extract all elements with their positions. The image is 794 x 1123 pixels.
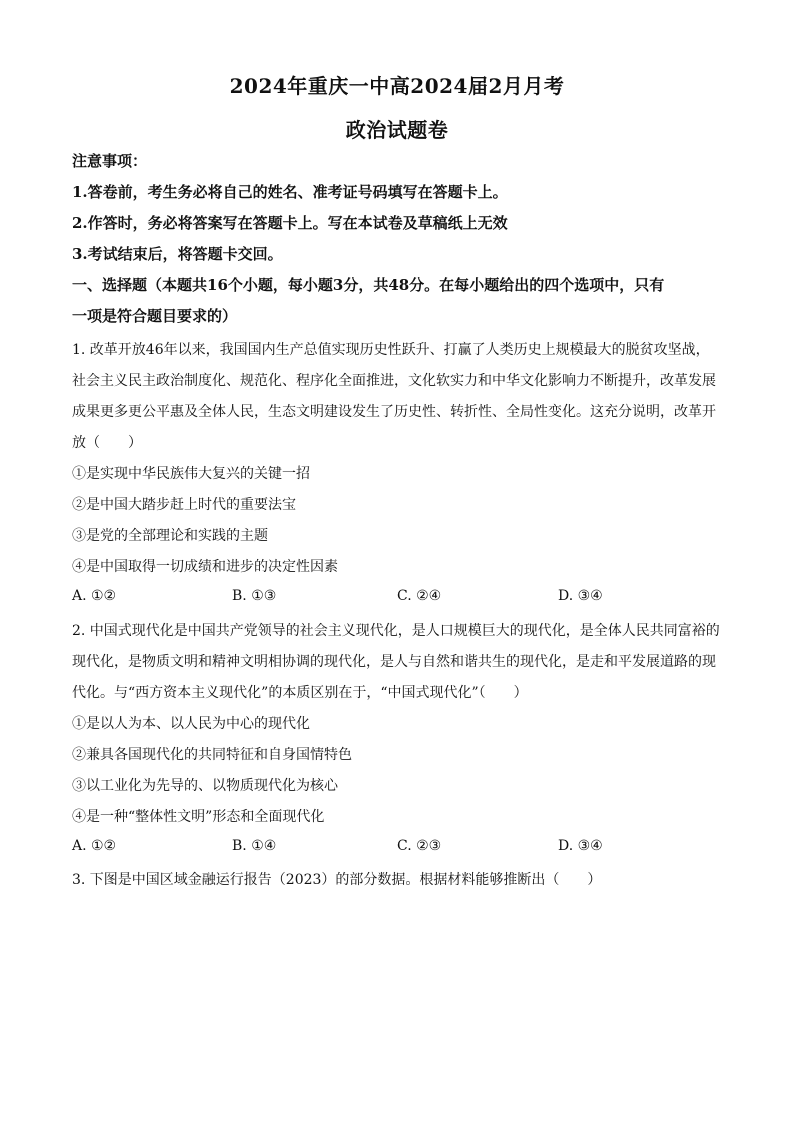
exam-title: 2024年重庆一中高2024届2月月考 bbox=[229, 74, 565, 98]
q2-option-b[interactable]: B. ①④ bbox=[232, 838, 277, 854]
q1-option-d[interactable]: D. ③④ bbox=[558, 588, 603, 604]
section-instruction: 一、选择题（本题共16个小题，每小题3分，共48分。在每小题给出的四个选项中，只有 bbox=[72, 276, 665, 294]
notes-heading: 注意事项： bbox=[72, 152, 148, 170]
q1-option-b[interactable]: B. ①③ bbox=[232, 588, 277, 604]
q1-stem: 放（ ） bbox=[72, 435, 142, 451]
q2-option-a[interactable]: A. ①② bbox=[72, 838, 117, 854]
q1-option-a[interactable]: A. ①② bbox=[72, 588, 117, 604]
exam-subtitle: 政治试题卷 bbox=[345, 118, 449, 142]
note-item: 2.作答时，务必将答案写在答题卡上。写在本试卷及草稿纸上无效 bbox=[72, 214, 508, 232]
q1-statement: ④是中国取得一切成绩和进步的决定性因素 bbox=[72, 559, 338, 575]
q2-stem: 现代化，是物质文明和精神文明相协调的现代化，是人与自然和谐共生的现代化，是走和平发展道路的现 bbox=[72, 654, 716, 670]
q1-statement: ②是中国大踏步赶上时代的重要法宝 bbox=[72, 497, 296, 513]
q2-statement: ①是以人为本、以人民为中心的现代化 bbox=[72, 716, 310, 732]
q1-stem: 成果更多更公平惠及全体人民，生态文明建设发生了历史性、转折性、全局性变化。这充分说明，改革开 bbox=[72, 404, 716, 420]
q1-statement: ③是党的全部理论和实践的主题 bbox=[72, 528, 268, 544]
q3-stem: 3. 下图是中国区域金融运行报告（2023）的部分数据。根据材料能够推断出（ ） bbox=[72, 872, 602, 888]
q1-option-c[interactable]: C. ②④ bbox=[397, 588, 442, 604]
q1-stem: 社会主义民主政治制度化、规范化、程序化全面推进，文化软实力和中华文化影响力不断提升，改革发展 bbox=[72, 373, 716, 389]
note-item: 3.考试结束后，将答题卡交回。 bbox=[72, 245, 283, 263]
q2-stem: 2. 中国式现代化是中国共产党领导的社会主义现代化，是人口规模巨大的现代化，是全体人民共同富裕的 bbox=[72, 623, 720, 639]
section-instruction: 一项是符合题目要求的） bbox=[72, 307, 238, 325]
q2-statement: ②兼具各国现代化的共同特征和自身国情特色 bbox=[72, 747, 352, 763]
q1-statement: ①是实现中华民族伟大复兴的关键一招 bbox=[72, 466, 310, 482]
q2-statement: ④是一种“整体性文明”形态和全面现代化 bbox=[72, 809, 325, 825]
q2-option-d[interactable]: D. ③④ bbox=[558, 838, 603, 854]
q2-statement: ③以工业化为先导的、以物质现代化为核心 bbox=[72, 778, 338, 794]
q2-stem: 代化。与“西方资本主义现代化”的本质区别在于，“中国式现代化”（ ） bbox=[72, 685, 528, 701]
q2-option-c[interactable]: C. ②③ bbox=[397, 838, 442, 854]
q1-stem: 1. 改革开放46年以来，我国国内生产总值实现历史性跃升、打赢了人类历史上规模最大的脱贫攻坚战， bbox=[72, 342, 710, 358]
note-item: 1.答卷前，考生务必将自己的姓名、准考证号码填写在答题卡上。 bbox=[72, 183, 508, 201]
